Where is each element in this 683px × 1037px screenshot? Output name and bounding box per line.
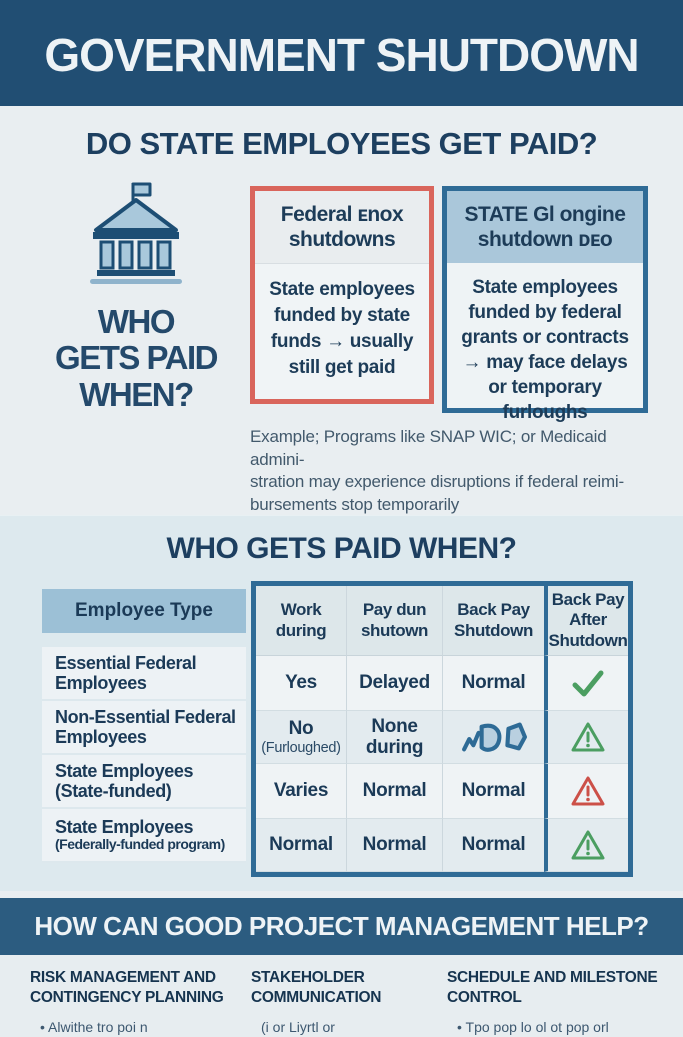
row-label-essential-federal — [42, 647, 246, 701]
footer-col-partial-bullet: • Alwithe tro poi n — [40, 1019, 148, 1036]
footer-col-partial-bullet: (i or Liyrtl or — [261, 1019, 335, 1036]
cell-subvalue: (Furloughed) — [261, 740, 341, 757]
row-label-text: Non-Essential Federal Employees — [55, 706, 236, 747]
green-check-icon — [570, 667, 606, 699]
example-line-3: bursements stop temporarily — [250, 494, 460, 514]
cell-essential-pay: Delayed — [346, 656, 442, 710]
section2-heading: WHO GETS PAID WHEN? — [166, 532, 517, 565]
cell-nonessential-back — [442, 710, 544, 764]
who-gets-paid-when-label — [55, 304, 217, 413]
federal-box-body: State employees funded by state funds → usually still get paid — [269, 279, 415, 379]
government-building-icon — [81, 180, 191, 284]
col-header-back-pay-shutdown: Back Pay Shutdown — [442, 586, 544, 656]
banner — [0, 0, 683, 106]
col-header-pay-during-shutdown: Pay dun shutown — [346, 586, 442, 656]
federal-box-header — [255, 191, 429, 264]
row-label-subtext: (Federally-funded program) — [55, 836, 225, 853]
col-header-back-pay-after-shutdown: Back Pay After Shutdown — [544, 586, 628, 656]
cell-fedfunded-work: Normal — [256, 818, 346, 872]
federal-box-title-line2: shutdowns — [288, 228, 396, 251]
cell-fedfunded-after — [544, 818, 628, 872]
footer-col-risk-management — [30, 968, 237, 1035]
state-box-header — [447, 191, 643, 263]
federal-box-title-line1: Federal ᴇnox — [280, 202, 404, 226]
footer-band — [0, 898, 683, 955]
cell-fedfunded-pay: Normal — [346, 818, 442, 872]
cell-value: No — [288, 717, 314, 739]
who-line-2: GETS PAID — [55, 339, 217, 377]
cell-essential-after — [544, 656, 628, 710]
footer-columns — [0, 955, 683, 1035]
section-project-management-help — [0, 898, 683, 1037]
row-label-text: State Employees — [55, 816, 194, 837]
green-warning-triangle-icon — [569, 720, 607, 754]
state-box-title-line1: STATE Gl ongine — [464, 202, 626, 226]
example-line-2: stration may experience disruptions if federal reimi- — [250, 472, 624, 492]
cell-fedfunded-back: Normal — [442, 818, 544, 872]
cell-nonessential-pay: None during — [346, 710, 442, 764]
employee-type-rows — [42, 647, 246, 863]
footer-col-heading: RISK MANAGEMENT AND CONTINGENCY PLANNING — [30, 969, 224, 1007]
green-warning-triangle-icon — [569, 828, 607, 862]
who-line-3: WHEN? — [79, 375, 193, 413]
cell-nonessential-after — [544, 710, 628, 764]
footer-col-stakeholder-communication — [251, 968, 433, 1035]
cell-statefunded-after — [544, 764, 628, 818]
footer-col-heading: STAKEHOLDER COMMUNICATION — [251, 969, 382, 1007]
example-note — [250, 426, 658, 516]
row-label-state-funded — [42, 755, 246, 809]
row-label-text: Essential Federal Employees — [55, 652, 197, 693]
row-label-federally-funded — [42, 809, 246, 863]
footer-col-partial-bullet: • Tpo pop lo ol ot pop orl — [457, 1019, 609, 1036]
main-title: GOVERNMENT SHUTDOWN — [44, 29, 639, 81]
section-who-gets-paid-when — [0, 515, 683, 891]
cell-value: Yes — [285, 672, 317, 694]
footer-col-heading: SCHEDULE AND MILESTONE CONTROL — [447, 969, 658, 1007]
who-line-1: WHO — [97, 303, 175, 340]
state-box-body: State employees funded by federal grants or contracts → may face delays or temporary furloughs — [461, 277, 629, 424]
employee-type-header: Employee Type — [42, 589, 246, 633]
cell-essential-work — [256, 656, 346, 710]
pay-status-table — [251, 581, 633, 877]
section1-heading: DO STATE EMPLOYEES GET PAID? — [85, 126, 598, 161]
cell-essential-back: Normal — [442, 656, 544, 710]
cell-statefunded-back: Normal — [442, 764, 544, 818]
state-box-title-line2: shutdown ᴅᴇᴏ — [477, 228, 613, 251]
col-header-work-during: Work during — [256, 586, 346, 656]
cell-statefunded-pay: Normal — [346, 764, 442, 818]
blue-doodle-shapes-icon — [461, 716, 527, 758]
cell-nonessential-work — [256, 710, 346, 764]
employee-type-column — [42, 581, 246, 863]
section-do-state-employees-get-paid — [0, 106, 683, 515]
state-shutdown-box — [442, 186, 648, 424]
footer-band-title: HOW CAN GOOD PROJECT MANAGEMENT HELP? — [34, 911, 649, 941]
example-line-1: Example; Programs like SNAP WIC; or Medicaid admini- — [250, 427, 607, 469]
red-warning-triangle-icon — [569, 774, 607, 808]
row-label-text: State Employees (State-funded) — [55, 760, 194, 801]
who-gets-paid-block — [28, 180, 244, 413]
footer-col-schedule-milestone — [447, 968, 665, 1035]
cell-statefunded-work: Varies — [256, 764, 346, 818]
row-label-non-essential-federal — [42, 701, 246, 755]
federal-shutdowns-box — [250, 186, 434, 404]
